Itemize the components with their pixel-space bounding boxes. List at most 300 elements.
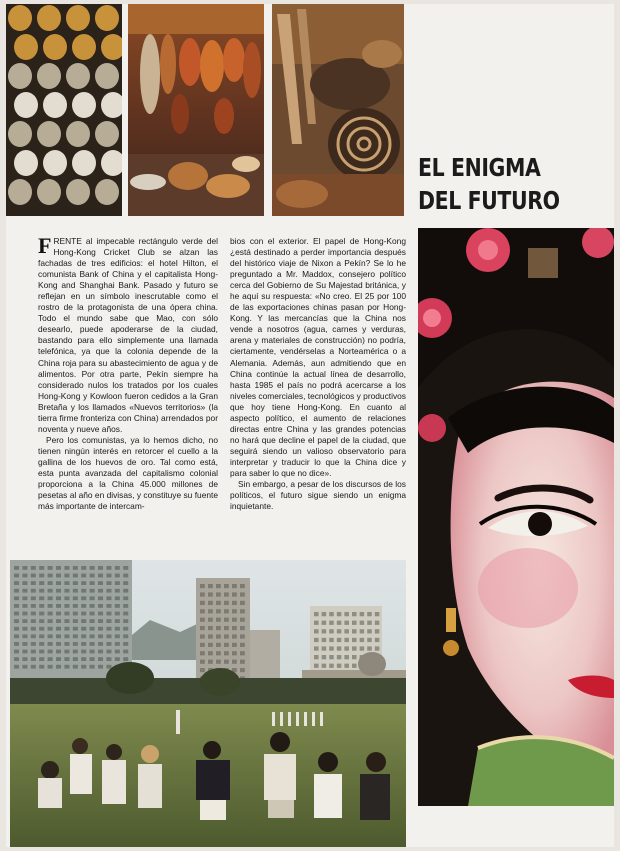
building-window: [81, 589, 86, 593]
building-window: [123, 596, 128, 600]
building-window: [240, 609, 245, 613]
building-window: [224, 634, 229, 638]
building-window: [56, 634, 61, 638]
building-window: [106, 581, 111, 585]
building-window: [123, 581, 128, 585]
building-window: [31, 634, 36, 638]
building-window: [322, 621, 327, 625]
building-window: [81, 634, 86, 638]
fruit-shape: [37, 5, 61, 31]
building-window: [115, 589, 120, 593]
building-window: [115, 596, 120, 600]
building-window: [48, 657, 53, 661]
building-window: [81, 574, 86, 578]
building-window: [48, 627, 53, 631]
building-window: [232, 626, 237, 630]
building-window: [14, 612, 19, 616]
building-window: [22, 604, 27, 608]
building-window: [123, 612, 128, 616]
article-column-1: [38, 233, 218, 512]
building-window: [115, 566, 120, 570]
drop-cap: F: [38, 233, 52, 258]
fruit-shape: [66, 179, 90, 205]
fruit-shape: [8, 5, 32, 31]
building-window: [216, 618, 221, 622]
building-window: [56, 627, 61, 631]
building-window: [73, 642, 78, 646]
building-window: [73, 650, 78, 654]
building-window: [344, 655, 349, 659]
building-window: [22, 566, 27, 570]
building-window: [329, 638, 334, 642]
building-window: [31, 589, 36, 593]
building-window: [216, 584, 221, 588]
building-window: [14, 627, 19, 631]
building-window: [224, 618, 229, 622]
building-window: [200, 618, 205, 622]
building-window: [64, 642, 69, 646]
fruit-shape: [43, 92, 67, 118]
fruit-shape: [8, 63, 32, 89]
building-window: [232, 660, 237, 664]
fruit-shape: [37, 179, 61, 205]
building-window: [56, 612, 61, 616]
fruit-shape: [8, 121, 32, 147]
building-window: [39, 612, 44, 616]
building-window: [375, 612, 380, 616]
building-window: [90, 581, 95, 585]
building-window: [314, 612, 319, 616]
paragraph-4: Sin embargo, a pesar de los discursos de los políticos, el futuro sigue siendo un enigma inquietante.: [230, 479, 406, 512]
building-window: [344, 621, 349, 625]
building-window: [22, 642, 27, 646]
building-window: [314, 629, 319, 633]
building-window: [81, 650, 86, 654]
building-window: [329, 646, 334, 650]
building-window: [98, 612, 103, 616]
building-window: [360, 638, 365, 642]
building-window: [106, 604, 111, 608]
building-window: [200, 592, 205, 596]
building-window: [216, 634, 221, 638]
building-window: [200, 584, 205, 588]
building-window: [90, 642, 95, 646]
building-window: [375, 638, 380, 642]
building-window: [344, 629, 349, 633]
building-window: [115, 642, 120, 646]
building-window: [367, 612, 372, 616]
building-window: [48, 642, 53, 646]
building-window: [216, 643, 221, 647]
building-window: [73, 574, 78, 578]
building-window: [352, 629, 357, 633]
building-window: [98, 589, 103, 593]
building-window: [48, 665, 53, 669]
building-window: [39, 642, 44, 646]
building-window: [90, 612, 95, 616]
building-window: [48, 634, 53, 638]
dried-goods-illustration: [272, 4, 404, 216]
building-window: [240, 618, 245, 622]
building-window: [14, 650, 19, 654]
building-window: [232, 584, 237, 588]
fruit-shape: [8, 179, 32, 205]
building-window: [14, 581, 19, 585]
building-window: [232, 643, 237, 647]
building-window: [98, 619, 103, 623]
building-window: [322, 646, 327, 650]
building-window: [98, 665, 103, 669]
cricket-club-illustration: [10, 560, 406, 847]
building-window: [375, 621, 380, 625]
building-window: [329, 621, 334, 625]
building-window: [200, 660, 205, 664]
building-window: [14, 657, 19, 661]
building-window: [48, 619, 53, 623]
building-window: [64, 596, 69, 600]
fruit-shape: [14, 34, 38, 60]
building-window: [106, 596, 111, 600]
building-window: [240, 626, 245, 630]
building-window: [208, 609, 213, 613]
building-window: [81, 596, 86, 600]
building-window: [314, 655, 319, 659]
building-window: [64, 566, 69, 570]
building-window: [56, 665, 61, 669]
building-window: [73, 627, 78, 631]
building-window: [39, 589, 44, 593]
building-window: [232, 601, 237, 605]
building-window: [224, 609, 229, 613]
building-window: [200, 668, 205, 672]
building-window: [22, 650, 27, 654]
building-window: [224, 592, 229, 596]
building-window: [56, 650, 61, 654]
building-window: [232, 609, 237, 613]
building-window: [31, 665, 36, 669]
building-window: [224, 660, 229, 664]
building-window: [73, 634, 78, 638]
building-window: [322, 638, 327, 642]
building-window: [39, 657, 44, 661]
building-window: [81, 657, 86, 661]
building-window: [106, 627, 111, 631]
building-window: [208, 601, 213, 605]
building-window: [367, 638, 372, 642]
building-window: [208, 626, 213, 630]
building-window: [22, 619, 27, 623]
building-window: [48, 581, 53, 585]
building-window: [14, 604, 19, 608]
building-window: [22, 634, 27, 638]
hanging-meats-illustration: [128, 4, 264, 216]
building-window: [81, 604, 86, 608]
building-window: [64, 619, 69, 623]
building-window: [352, 655, 357, 659]
building-window: [240, 643, 245, 647]
building-window: [81, 612, 86, 616]
building-window: [56, 589, 61, 593]
building-window: [352, 621, 357, 625]
building-window: [106, 634, 111, 638]
building-window: [64, 627, 69, 631]
building-window: [48, 589, 53, 593]
fruit-shape: [66, 5, 90, 31]
building-window: [352, 638, 357, 642]
building-window: [81, 619, 86, 623]
building-window: [90, 619, 95, 623]
building-window: [337, 664, 342, 668]
building-window: [123, 657, 128, 661]
building-window: [73, 619, 78, 623]
building-window: [106, 650, 111, 654]
building-window: [208, 592, 213, 596]
paragraph-2: Pero los comunistas, ya lo hemos dicho, no tienen ningún interés en retorcer el cuello a la gallina de los huevos de oro. Tal como está, esta punta avanzada del capitalismo colonial proporciona a la China 45.000 millones de pesetas al año en divisas, y constituye su fuente más importante de intercam-: [38, 434, 218, 512]
building-window: [90, 574, 95, 578]
building-window: [375, 646, 380, 650]
chinese-opera-face-photo: [418, 228, 614, 806]
paragraph-1-text: RENTE al impecable rectángulo verde del Hong-Kong Cricket Club se alzan las fachadas de tres edificios: el hotel Hilton, el comunista Bank of China y el capitalista Hong-Kong and Shanghai Bank. Pasado y futuro se reflejan en un símbolo inescrutable como el rostro de la protagonista de una ópera china. Todo el mundo sabe que Mao, con sólo desearlo, puede apoderarse de la ciudad, bastando para ello simplemente una llamada telefónica, ya que la colonia depende de la China roja para su abastecimiento de agua y de alimentos. Por otra parte, Pekín siempre ha considerado nulos los tratados por los cuales Hong-Kong y Kowloon fueron cedidos a la Gran Bretaña y los llamados «Nuevos territorios» (la tierra firme fronteriza con China) arrendados por noventa y nueve años.: [38, 236, 218, 434]
building-window: [123, 634, 128, 638]
building-window: [208, 618, 213, 622]
building-window: [329, 612, 334, 616]
building-window: [200, 601, 205, 605]
building-window: [98, 657, 103, 661]
building-window: [39, 627, 44, 631]
building-window: [360, 629, 365, 633]
building-window: [344, 638, 349, 642]
building-window: [115, 619, 120, 623]
building-window: [64, 634, 69, 638]
building-window: [81, 581, 86, 585]
building-window: [39, 665, 44, 669]
building-window: [360, 621, 365, 625]
building-window: [22, 657, 27, 661]
building-window: [98, 604, 103, 608]
building-window: [14, 619, 19, 623]
building-window: [98, 634, 103, 638]
building-window: [31, 657, 36, 661]
building-window: [240, 601, 245, 605]
building-window: [314, 621, 319, 625]
building-window: [56, 596, 61, 600]
building-window: [14, 642, 19, 646]
fruit-shape: [37, 121, 61, 147]
fruit-shape: [95, 179, 119, 205]
building-window: [224, 651, 229, 655]
building-window: [123, 574, 128, 578]
fruit-shape: [72, 34, 96, 60]
building-window: [123, 619, 128, 623]
building-window: [39, 634, 44, 638]
building-window: [208, 651, 213, 655]
building-window: [98, 650, 103, 654]
building-window: [322, 655, 327, 659]
building-window: [48, 566, 53, 570]
fruit-shape: [95, 63, 119, 89]
building-window: [208, 584, 213, 588]
building-window: [73, 657, 78, 661]
cricket-club-square-photo: [10, 560, 406, 847]
building-window: [48, 612, 53, 616]
building-window: [106, 665, 111, 669]
building-window: [22, 627, 27, 631]
fruit-shape: [14, 92, 38, 118]
building-window: [39, 619, 44, 623]
building-window: [216, 660, 221, 664]
building-window: [352, 612, 357, 616]
building-window: [360, 612, 365, 616]
building-window: [322, 664, 327, 668]
building-window: [64, 612, 69, 616]
building-window: [240, 634, 245, 638]
fruit-stall-photo: [6, 4, 122, 216]
building-window: [240, 592, 245, 596]
building-window: [56, 604, 61, 608]
building-window: [81, 642, 86, 646]
building-window: [31, 650, 36, 654]
building-window: [48, 574, 53, 578]
building-window: [200, 634, 205, 638]
building-window: [98, 642, 103, 646]
building-window: [216, 601, 221, 605]
fruit-shape: [66, 121, 90, 147]
hanging-meats-photo: [128, 4, 264, 216]
building-window: [64, 581, 69, 585]
building-window: [22, 665, 27, 669]
building-window: [375, 629, 380, 633]
building-window: [240, 660, 245, 664]
building-window: [123, 650, 128, 654]
building-window: [90, 650, 95, 654]
building-window: [123, 589, 128, 593]
building-window: [39, 604, 44, 608]
building-window: [200, 643, 205, 647]
building-window: [31, 566, 36, 570]
building-window: [39, 581, 44, 585]
building-window: [14, 589, 19, 593]
building-window: [39, 596, 44, 600]
fruit-shape: [72, 92, 96, 118]
building-window: [106, 612, 111, 616]
building-window: [98, 581, 103, 585]
building-window: [73, 665, 78, 669]
building-window: [90, 665, 95, 669]
fruit-shape: [95, 121, 119, 147]
building-window: [106, 657, 111, 661]
building-window: [232, 618, 237, 622]
building-window: [39, 566, 44, 570]
building-window: [81, 665, 86, 669]
building-window: [337, 621, 342, 625]
building-window: [344, 646, 349, 650]
building-window: [90, 657, 95, 661]
building-window: [224, 601, 229, 605]
building-window: [106, 574, 111, 578]
building-window: [14, 634, 19, 638]
fruit-shape: [95, 5, 119, 31]
building-window: [73, 589, 78, 593]
building-window: [232, 634, 237, 638]
building-window: [314, 664, 319, 668]
building-window: [352, 664, 357, 668]
building-window: [56, 566, 61, 570]
building-window: [64, 665, 69, 669]
building-window: [64, 574, 69, 578]
building-window: [224, 643, 229, 647]
building-window: [31, 619, 36, 623]
fruit-stall-illustration: [6, 4, 122, 216]
building-window: [106, 619, 111, 623]
building-window: [56, 574, 61, 578]
building-window: [337, 646, 342, 650]
building-window: [360, 646, 365, 650]
building-window: [31, 596, 36, 600]
building-window: [216, 626, 221, 630]
building-window: [56, 581, 61, 585]
building-window: [81, 566, 86, 570]
magazine-page: [6, 4, 614, 847]
building-window: [39, 650, 44, 654]
building-window: [64, 589, 69, 593]
building-window: [123, 604, 128, 608]
building-window: [64, 657, 69, 661]
building-window: [344, 612, 349, 616]
building-window: [337, 612, 342, 616]
building-window: [14, 574, 19, 578]
building-window: [232, 592, 237, 596]
building-window: [22, 589, 27, 593]
building-window: [200, 651, 205, 655]
building-window: [106, 589, 111, 593]
paragraph-3: bios con el exterior. El papel de Hong-Kong ¿está destinado a perder importancia después del histórico viaje de Nixon a Pekín? Se lo he preguntado a Mr. Maddox, consejero político cerca del Gobierno de Su Majestad británica, y he aquí su respuesta: «No creo. El 25 por 100 de las exportaciones chinas pasan por Hong-Kong. Y las mercancías que la China nos vende a nosotros (agua, carnes y verduras, arena y materiales de construcción) no podría, ciertamente, vendérselas a Norteamérica o a Alemania. Además, aun admitiendo que en China continúe la actual línea de desarrollo, hasta 1985 el país no podrá acercarse a los niveles comerciales, tecnológicos y productivos que hoy tiene Hong-Kong. En cuanto al aspecto político, el aumento de relaciones directas entre China y las grandes potencias no hará que decline el papel de la ciudad, que seguirá siendo un valioso observatorio para interpretar y traducir lo que la China dice y para saber lo que no dice».: [230, 236, 406, 478]
building-window: [115, 650, 120, 654]
building-window: [329, 655, 334, 659]
building-window: [14, 566, 19, 570]
building-window: [208, 660, 213, 664]
building-window: [352, 646, 357, 650]
building-window: [73, 596, 78, 600]
building-window: [22, 574, 27, 578]
building-window: [31, 612, 36, 616]
paragraph-1: [38, 233, 218, 435]
building-window: [98, 574, 103, 578]
building-window: [22, 596, 27, 600]
building-window: [314, 646, 319, 650]
building-window: [90, 627, 95, 631]
fruit-shape: [72, 150, 96, 176]
building-window: [208, 643, 213, 647]
article-headline: [418, 151, 574, 217]
building-window: [73, 566, 78, 570]
building-window: [56, 657, 61, 661]
fruit-shape: [43, 34, 67, 60]
building-window: [216, 609, 221, 613]
building-window: [123, 627, 128, 631]
building-window: [337, 629, 342, 633]
building-window: [367, 646, 372, 650]
building-window: [90, 634, 95, 638]
building-window: [31, 574, 36, 578]
building-window: [90, 596, 95, 600]
building-window: [31, 604, 36, 608]
building-window: [240, 668, 245, 672]
building-window: [322, 629, 327, 633]
building-window: [337, 638, 342, 642]
building-window: [14, 596, 19, 600]
building-window: [329, 664, 334, 668]
building-window: [73, 581, 78, 585]
